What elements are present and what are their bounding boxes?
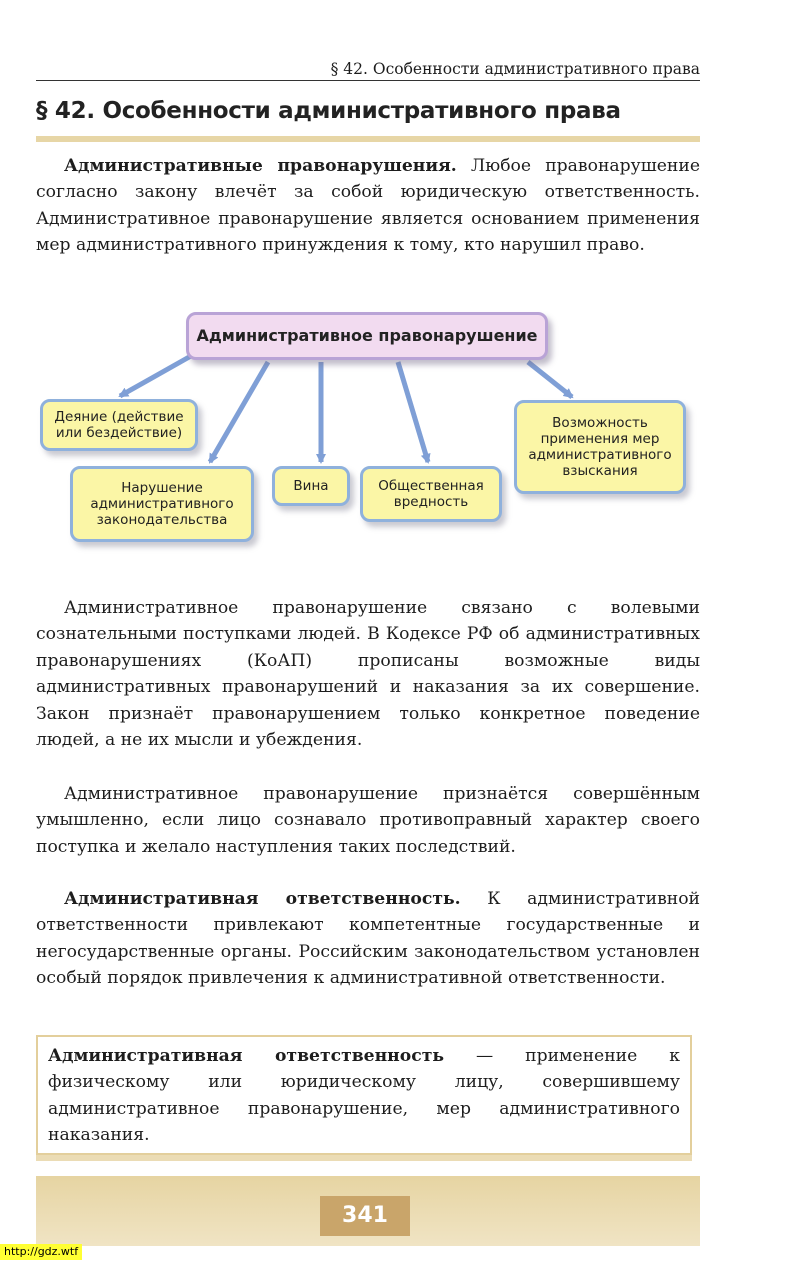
- definition-box: [36, 1035, 692, 1155]
- page-title: § 42. Особенности административного права: [36, 98, 621, 124]
- intro-paragraph: [36, 153, 700, 259]
- watermark-link[interactable]: http://gdz.wtf: [0, 1244, 82, 1260]
- offense-diagram: [36, 300, 700, 570]
- diagram-node-deed: Деяние (действие или бездействие): [40, 399, 198, 451]
- responsibility-text: К административной ответственности привлекают компетентные государственные и негосударственные органы. Российским законодательством установлен особый порядок привлечения к административной ответственности.: [36, 889, 700, 989]
- paragraph-responsibility: [36, 886, 700, 992]
- paragraph-intent: [36, 781, 700, 860]
- paragraph-volition-text: Административное правонарушение связано с волевыми сознательными поступками людей. В Кодексе РФ об административных правонарушениях (КоАП) прописаны возможные виды административных правонарушений и наказания за их совершение. Закон признаёт правонарушением только конкретное поведение людей, а не их мысли и убеждения.: [36, 598, 700, 751]
- paragraph-volition: [36, 595, 700, 753]
- arrow-to-penalty: [528, 362, 572, 397]
- running-head: § 42. Особенности административного права: [36, 58, 700, 81]
- arrow-to-deed: [120, 352, 198, 396]
- diagram-root-node: Административное правонарушение: [186, 312, 548, 360]
- arrow-to-harm: [398, 362, 428, 462]
- page-number: 341: [320, 1196, 410, 1236]
- diagram-node-harm: Общественная вредность: [360, 466, 502, 522]
- responsibility-term: Административная ответственность.: [64, 889, 461, 909]
- diagram-node-guilt: Вина: [272, 466, 350, 506]
- intro-term: Административные правонарушения.: [64, 156, 457, 176]
- diagram-node-violation: Нарушение административного законодательства: [70, 466, 254, 542]
- definition-box-shadow: [36, 1155, 692, 1161]
- section-title-bar: [36, 92, 700, 142]
- arrow-to-violation: [210, 362, 268, 462]
- paragraph-intent-text: Административное правонарушение признаётся совершённым умышленно, если лицо сознавало противоправный характер своего поступка и желало наступления таких последствий.: [36, 784, 700, 857]
- definition-term: Административная ответственность: [48, 1046, 445, 1066]
- intro-text: Любое правонарушение согласно закону влечёт за собой юридическую ответственность. Административное правонарушение является основанием применения мер административного принуждения к тому, кто нарушил право.: [36, 156, 700, 256]
- diagram-node-penalty: Возможность применения мер административного взыскания: [514, 400, 686, 494]
- definition-text: — применение к физическому или юридическому лицу, совершившему административное правонарушение, мер административного наказания.: [48, 1046, 680, 1146]
